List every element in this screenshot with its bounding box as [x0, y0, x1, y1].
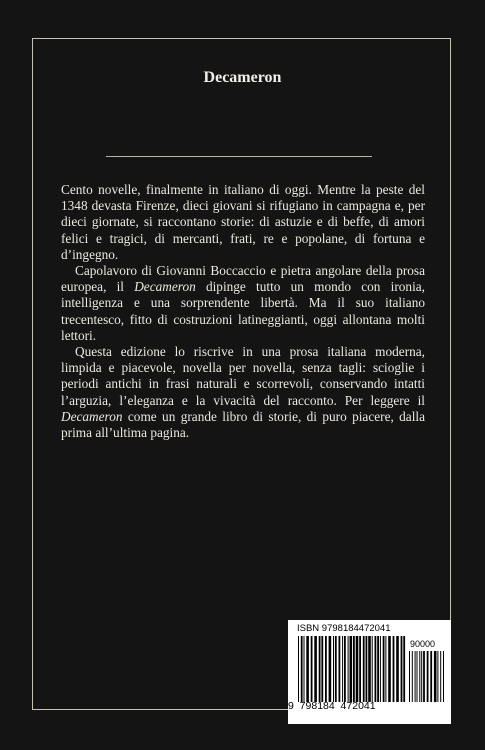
barcode-bar [377, 636, 379, 702]
barcode-bar [368, 636, 371, 702]
barcode-bar [329, 636, 332, 702]
barcode-bar [440, 651, 441, 702]
barcode-bar [311, 636, 313, 702]
barcode-bars [298, 636, 406, 702]
barcode-bar [372, 636, 373, 702]
blurb-paragraph [61, 344, 425, 441]
blurb-text: Questa edizione lo riscrive in una prosa italiana moderna, limpida e piacevole, novella per novella, senza tagli: scioglie i periodi antichi in frasi naturali e scorrevoli, conservando intatti l’arguzia, l’eleganza e la vivacità del racconto. Per leggere il [61, 344, 425, 408]
barcode-bar [321, 636, 323, 702]
barcode-bar [417, 651, 418, 702]
barcode-bar [339, 636, 341, 702]
barcode-bar [401, 636, 403, 702]
barcode-bar [306, 636, 309, 702]
barcode-bar [434, 651, 437, 702]
barcode-bar [427, 651, 429, 702]
barcode-bar [356, 636, 359, 702]
barcode-bar [388, 636, 391, 702]
barcode-digits: 9 798184 472041 [288, 700, 376, 712]
barcode-bar [396, 636, 399, 702]
divider-rule [106, 156, 372, 157]
barcode-bar [301, 636, 303, 702]
barcode-bar [385, 636, 386, 702]
italic-title-ref: Decameron [134, 279, 196, 295]
barcode-bar [314, 636, 317, 702]
barcode-bar [319, 636, 321, 702]
barcode-bar [415, 651, 416, 702]
barcode-bar [353, 636, 355, 702]
isbn-barcode [288, 620, 451, 724]
blurb-text: come un grande libro di storie, di puro piacere, dalla prima all’ultima pagina. [61, 408, 425, 441]
barcode-bar [403, 636, 405, 702]
barcode-bar [423, 651, 425, 702]
barcode-addon-bars [409, 651, 445, 702]
blurb-text: Capolavoro di Giovanni Boccaccio e pietra angolare della prosa europea, il [61, 263, 425, 295]
barcode-bar [366, 636, 368, 702]
barcode-bar [325, 636, 327, 702]
barcode-bar [409, 651, 410, 702]
barcode-bar [333, 636, 334, 702]
barcode-addon-price: 90000 [410, 639, 436, 649]
blurb-paragraph [61, 263, 425, 344]
barcode-bar [363, 636, 365, 702]
blurb-paragraph [61, 182, 425, 263]
barcode-bar [348, 636, 349, 702]
italic-title-ref: Decameron [61, 408, 123, 424]
barcode-bar [350, 636, 353, 702]
back-cover-blurb [61, 182, 425, 441]
barcode-bar [419, 651, 420, 702]
barcode-bar [412, 651, 413, 702]
barcode-bar [380, 636, 381, 702]
barcode-bar [342, 636, 343, 702]
barcode-bar [375, 636, 377, 702]
barcode-bar [359, 636, 361, 702]
barcode-bar [335, 636, 337, 702]
barcode-bar [437, 651, 438, 702]
barcode-bar [304, 636, 305, 702]
book-title: Decameron [203, 69, 282, 86]
barcode-bar [344, 636, 346, 702]
barcode-bar [393, 636, 395, 702]
barcode-bar [443, 651, 444, 702]
blurb-text: dipinge tutto un mondo con ironia, intelligenza e una sorprendente libertà. Ma il suo italiano trecentesco, fitto di costruzioni latineggianti, oggi allontana molti lettori. [61, 279, 425, 343]
barcode-bar [298, 636, 299, 702]
isbn-label: ISBN 9798184472041 [297, 623, 391, 634]
barcode-bar [430, 651, 432, 702]
barcode-bar [421, 651, 422, 702]
blurb-text: Cento novelle, finalmente in italiano di oggi. Mentre la peste del 1348 devasta Firenze, dieci giovani si rifugiano in campagna e, per dieci giornate, si raccontano storie: di astuzie e di beffe, di amori felici e tragici, di mercanti, frati, re e popolane, di fortuna e d’ingegno. [61, 182, 425, 262]
barcode-bar [383, 636, 385, 702]
